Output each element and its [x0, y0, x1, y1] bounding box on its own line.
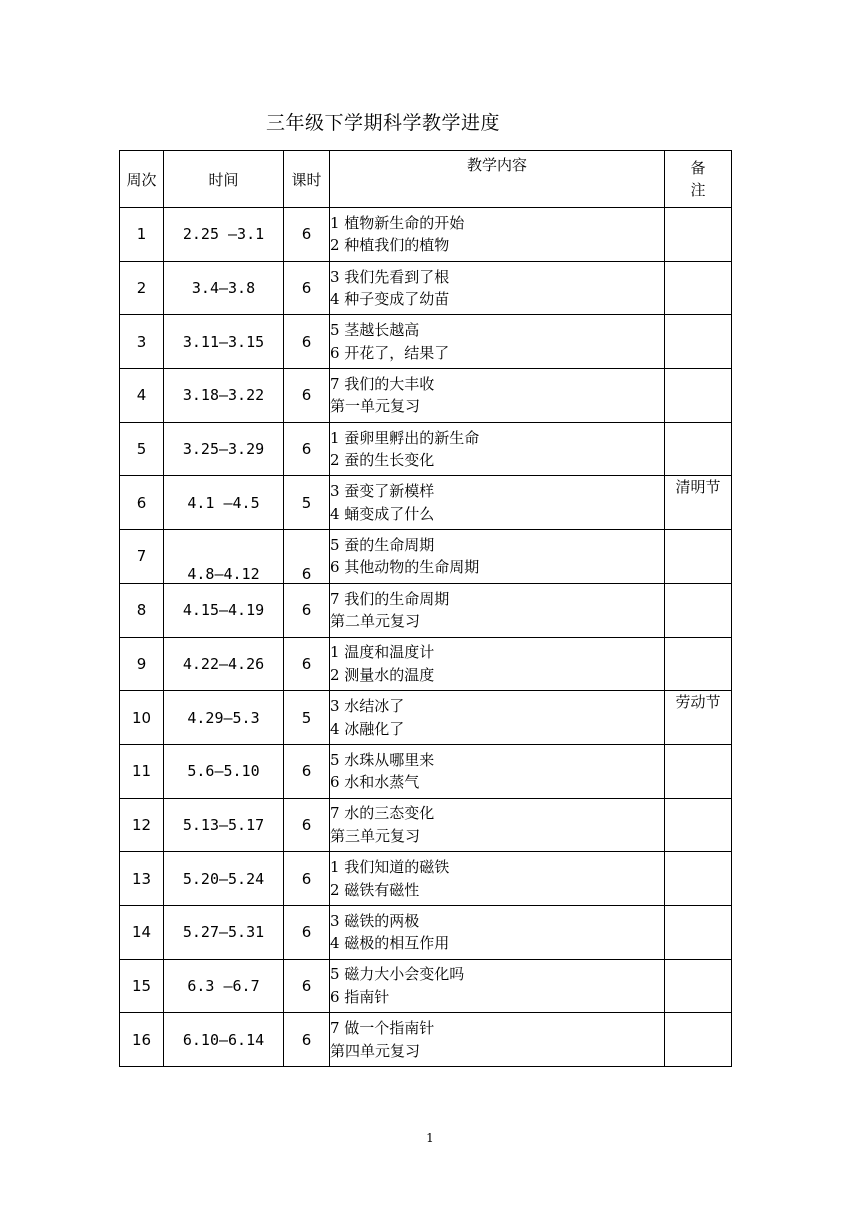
cell-content	[330, 369, 665, 423]
cell-time: 4.8—4.12	[164, 530, 284, 584]
cell-content	[330, 798, 665, 852]
cell-hours: 6	[284, 1013, 330, 1067]
cell-note	[665, 369, 732, 423]
cell-time: 3.11—3.15	[164, 315, 284, 369]
content-line-2: 6 其他动物的生命周期	[330, 558, 480, 577]
cell-note	[665, 959, 732, 1013]
cell-week: 15	[120, 959, 164, 1013]
cell-content	[330, 905, 665, 959]
table-row	[120, 744, 732, 798]
header-note-line1: 备	[690, 159, 706, 177]
content-line-1: 5 茎越长越高	[330, 321, 420, 340]
cell-content	[330, 530, 665, 584]
cell-content	[330, 852, 665, 906]
cell-time: 2.25 —3.1	[164, 208, 284, 262]
cell-week: 4	[120, 369, 164, 423]
table-row	[120, 852, 732, 906]
content-line-2: 6 指南针	[330, 987, 390, 1006]
document-title: 三年级下学期科学教学进度	[266, 112, 501, 134]
cell-content	[330, 208, 665, 262]
cell-time: 5.6—5.10	[164, 744, 284, 798]
table-row	[120, 691, 732, 745]
cell-note	[665, 422, 732, 476]
cell-hours: 6	[284, 959, 330, 1013]
cell-hours: 6	[284, 583, 330, 637]
content-line-1: 1 蚕卵里孵出的新生命	[330, 428, 480, 447]
content-line-1: 3 水结冰了	[330, 697, 405, 716]
cell-week: 16	[120, 1013, 164, 1067]
cell-hours: 6	[284, 744, 330, 798]
cell-hours: 6	[284, 208, 330, 262]
cell-week: 6	[120, 476, 164, 530]
content-line-2: 2 种植我们的植物	[330, 236, 450, 255]
content-line-2: 第三单元复习	[330, 826, 421, 845]
cell-time: 6.3 —6.7	[164, 959, 284, 1013]
cell-week: 5	[120, 422, 164, 476]
header-note	[665, 151, 732, 208]
header-row	[120, 151, 732, 208]
cell-content	[330, 476, 665, 530]
cell-hours: 6	[284, 261, 330, 315]
header-note-line2: 注	[690, 181, 706, 199]
table-row	[120, 208, 732, 262]
cell-time: 5.13—5.17	[164, 798, 284, 852]
cell-note	[665, 852, 732, 906]
cell-content	[330, 422, 665, 476]
table-header	[120, 151, 732, 208]
content-line-2: 第一单元复习	[330, 397, 421, 416]
header-time: 时间	[164, 151, 284, 208]
cell-hours: 6	[284, 798, 330, 852]
cell-hours: 6	[284, 315, 330, 369]
cell-time: 5.27—5.31	[164, 905, 284, 959]
cell-hours: 6	[284, 852, 330, 906]
cell-week: 8	[120, 583, 164, 637]
cell-note: 劳动节	[665, 691, 732, 745]
content-line-1: 1 我们知道的磁铁	[330, 858, 450, 877]
content-line-1: 7 做一个指南针	[330, 1019, 435, 1038]
content-line-2: 4 蛹变成了什么	[330, 504, 435, 523]
content-line-2: 4 冰融化了	[330, 719, 405, 738]
cell-time: 3.18—3.22	[164, 369, 284, 423]
content-line-2: 2 蚕的生长变化	[330, 451, 435, 470]
cell-time: 5.20—5.24	[164, 852, 284, 906]
table-row	[120, 261, 732, 315]
cell-content	[330, 744, 665, 798]
cell-content	[330, 261, 665, 315]
cell-week: 13	[120, 852, 164, 906]
table-body	[120, 208, 732, 1067]
content-line-1: 3 磁铁的两极	[330, 911, 420, 930]
cell-note	[665, 261, 732, 315]
header-week: 周次	[120, 151, 164, 208]
cell-note	[665, 1013, 732, 1067]
table-row	[120, 315, 732, 369]
table-row	[120, 369, 732, 423]
cell-content	[330, 959, 665, 1013]
page-number: 1	[426, 1131, 434, 1145]
content-line-1: 7 我们的生命周期	[330, 589, 450, 608]
cell-hours: 5	[284, 476, 330, 530]
cell-week: 3	[120, 315, 164, 369]
cell-week: 12	[120, 798, 164, 852]
content-line-2: 4 种子变成了幼苗	[330, 290, 450, 309]
table-row	[120, 798, 732, 852]
content-line-1: 3 我们先看到了根	[330, 267, 450, 286]
cell-time: 6.10—6.14	[164, 1013, 284, 1067]
cell-hours: 6	[284, 422, 330, 476]
cell-time: 4.15—4.19	[164, 583, 284, 637]
table-row	[120, 476, 732, 530]
cell-week: 9	[120, 637, 164, 691]
cell-time: 4.1 —4.5	[164, 476, 284, 530]
cell-content	[330, 583, 665, 637]
cell-note	[665, 798, 732, 852]
table-row	[120, 637, 732, 691]
content-line-1: 1 温度和温度计	[330, 643, 435, 662]
cell-content	[330, 1013, 665, 1067]
cell-note	[665, 583, 732, 637]
cell-note	[665, 744, 732, 798]
cell-note	[665, 637, 732, 691]
cell-note	[665, 905, 732, 959]
cell-hours: 6	[284, 530, 330, 584]
content-line-1: 5 蚕的生命周期	[330, 535, 435, 554]
table-row	[120, 1013, 732, 1067]
cell-content	[330, 637, 665, 691]
header-content: 教学内容	[330, 151, 665, 208]
table-row	[120, 530, 732, 584]
cell-hours: 6	[284, 905, 330, 959]
table-row	[120, 959, 732, 1013]
cell-time: 3.25—3.29	[164, 422, 284, 476]
content-line-1: 7 水的三态变化	[330, 804, 435, 823]
cell-note: 清明节	[665, 476, 732, 530]
cell-hours: 6	[284, 637, 330, 691]
table-row	[120, 905, 732, 959]
cell-time: 4.22—4.26	[164, 637, 284, 691]
cell-time: 4.29—5.3	[164, 691, 284, 745]
content-line-1: 1 植物新生命的开始	[330, 213, 465, 232]
cell-week: 1	[120, 208, 164, 262]
cell-time: 3.4—3.8	[164, 261, 284, 315]
cell-week: 7	[120, 530, 164, 584]
cell-week: 11	[120, 744, 164, 798]
cell-note	[665, 315, 732, 369]
content-line-2: 第四单元复习	[330, 1041, 421, 1060]
cell-content	[330, 315, 665, 369]
table-row	[120, 422, 732, 476]
table-row	[120, 583, 732, 637]
content-line-1: 7 我们的大丰收	[330, 374, 435, 393]
content-line-2: 2 测量水的温度	[330, 665, 435, 684]
header-hours: 课时	[284, 151, 330, 208]
cell-week: 14	[120, 905, 164, 959]
cell-week: 2	[120, 261, 164, 315]
content-line-2: 第二单元复习	[330, 612, 421, 631]
schedule-table	[119, 150, 732, 1067]
content-line-1: 5 磁力大小会变化吗	[330, 965, 465, 984]
content-line-1: 5 水珠从哪里来	[330, 750, 435, 769]
content-line-2: 6 水和水蒸气	[330, 773, 420, 792]
cell-hours: 6	[284, 369, 330, 423]
content-line-2: 6 开花了，结果了	[330, 343, 450, 362]
content-line-1: 3 蚕变了新模样	[330, 482, 435, 501]
cell-content	[330, 691, 665, 745]
cell-week: 10	[120, 691, 164, 745]
content-line-2: 4 磁极的相互作用	[330, 934, 450, 953]
cell-hours: 5	[284, 691, 330, 745]
cell-note	[665, 530, 732, 584]
cell-note	[665, 208, 732, 262]
content-line-2: 2 磁铁有磁性	[330, 880, 420, 899]
